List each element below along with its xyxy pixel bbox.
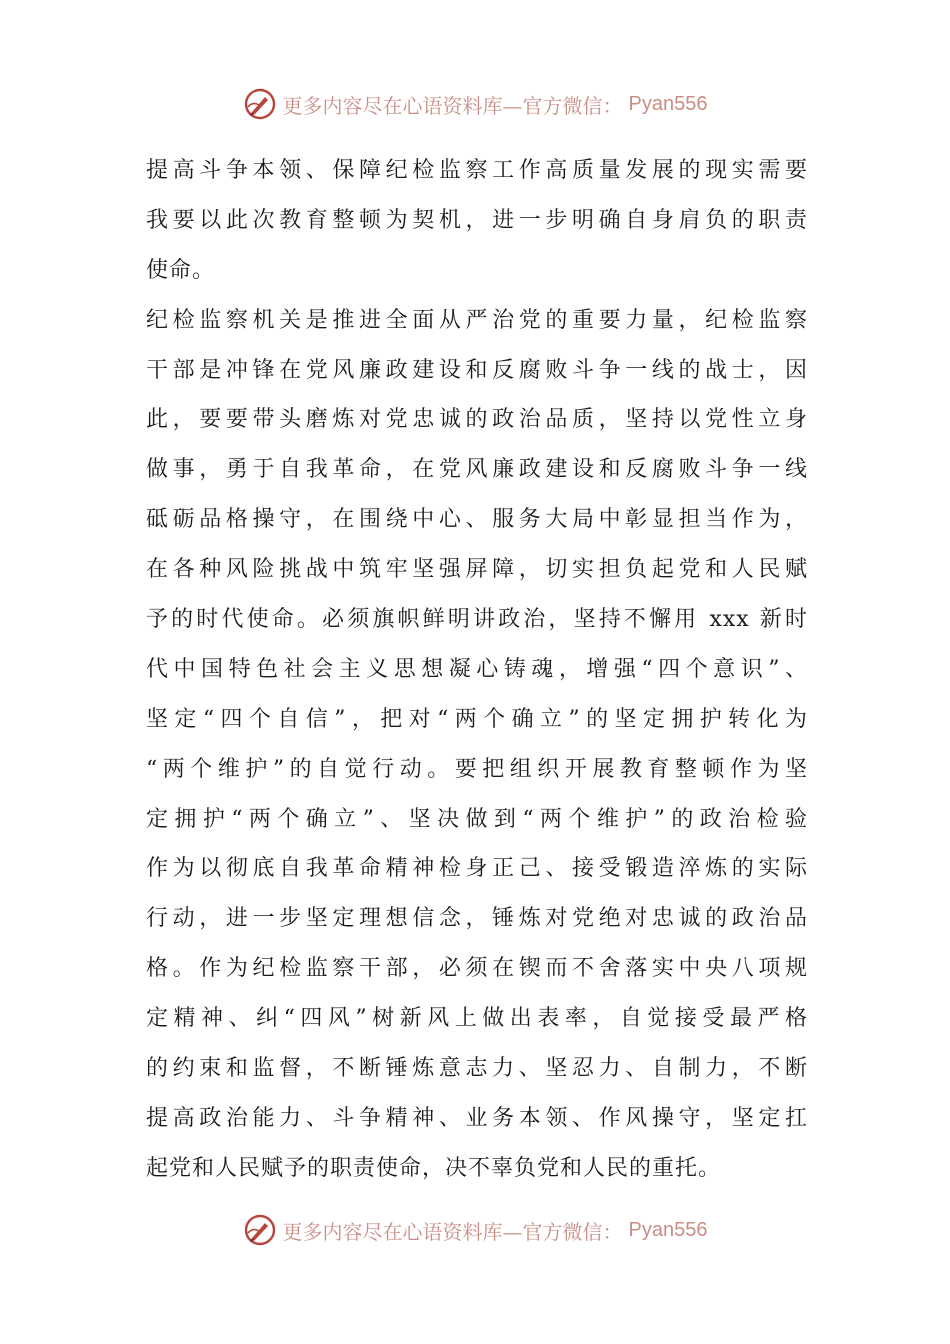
text-line: 定精神、纠“四风”树新风上做出表率，自觉接受最严格 [146, 1006, 808, 1032]
watermark-group [243, 87, 708, 121]
text-line: 起党和人民赋予的职责使命，决不辜负党和人民的重托。 [146, 1155, 722, 1181]
text-line: 干部是冲锋在党风廉政建设和反腐败斗争一线的战士，因 [146, 357, 808, 383]
text-line: “两个维护”的自觉行动。要把组织开展教育整顿作为坚 [146, 756, 808, 782]
text-line: 提高政治能力、斗争精神、业务本领、作风操守，坚定扛 [146, 1105, 808, 1131]
footer-watermark [0, 1210, 950, 1250]
text-line: 格。作为纪检监察干部，必须在锲而不舍落实中央八项规 [146, 956, 808, 982]
text-line: 代中国特色社会主义思想凝心铸魂，增强“四个意识”、 [146, 656, 808, 682]
text-line: 砥砺品格操守，在围绕中心、服务大局中彰显担当作为， [146, 507, 808, 533]
text-line: 作为以彻底自我革命精神检身正己、接受锻造淬炼的实际 [146, 856, 808, 882]
watermark-wechat-id: Pyan556 [628, 1218, 708, 1241]
text-line: 行动，进一步坚定理想信念，锤炼对党绝对忠诚的政治品 [146, 906, 808, 932]
text-line: 做事，勇于自我革命，在党风廉政建设和反腐败斗争一线 [146, 457, 808, 483]
text-line: 使命。 [146, 257, 216, 283]
watermark-wechat-id: Pyan556 [628, 92, 708, 115]
document-body [146, 146, 808, 1194]
text-line: 的约束和监督，不断锤炼意志力、坚忍力、自制力，不断 [146, 1056, 808, 1082]
header-watermark [0, 84, 950, 124]
text-line: 提高斗争本领、保障纪检监察工作高质量发展的现实需要 [146, 158, 808, 183]
watermark-text: 更多内容尽在心语资料库—官方微信： [282, 1219, 623, 1244]
watermark-group [243, 1213, 708, 1247]
pen-logo-icon [243, 87, 277, 121]
text-line: 纪检监察机关是推进全面从严治党的重要力量，纪检监察 [146, 307, 808, 333]
text-line: 此，要要带头磨炼对党忠诚的政治品质，坚持以党性立身 [146, 407, 808, 433]
text-line: 予的时代使命。必须旗帜鲜明讲政治，坚持不懈用 xxx 新时 [146, 607, 808, 633]
text-line: 我要以此次教育整顿为契机，进一步明确自身肩负的职责 [146, 207, 808, 233]
watermark-text: 更多内容尽在心语资料库—官方微信： [282, 93, 623, 118]
text-line: 在各种风险挑战中筑牢坚强屏障，切实担负起党和人民赋 [146, 557, 808, 583]
text-line: 坚定“四个自信”，把对“两个确立”的坚定拥护转化为 [146, 706, 808, 732]
pen-logo-icon [243, 1213, 277, 1247]
text-line: 定拥护“两个确立”、坚决做到“两个维护”的政治检验 [146, 806, 808, 832]
